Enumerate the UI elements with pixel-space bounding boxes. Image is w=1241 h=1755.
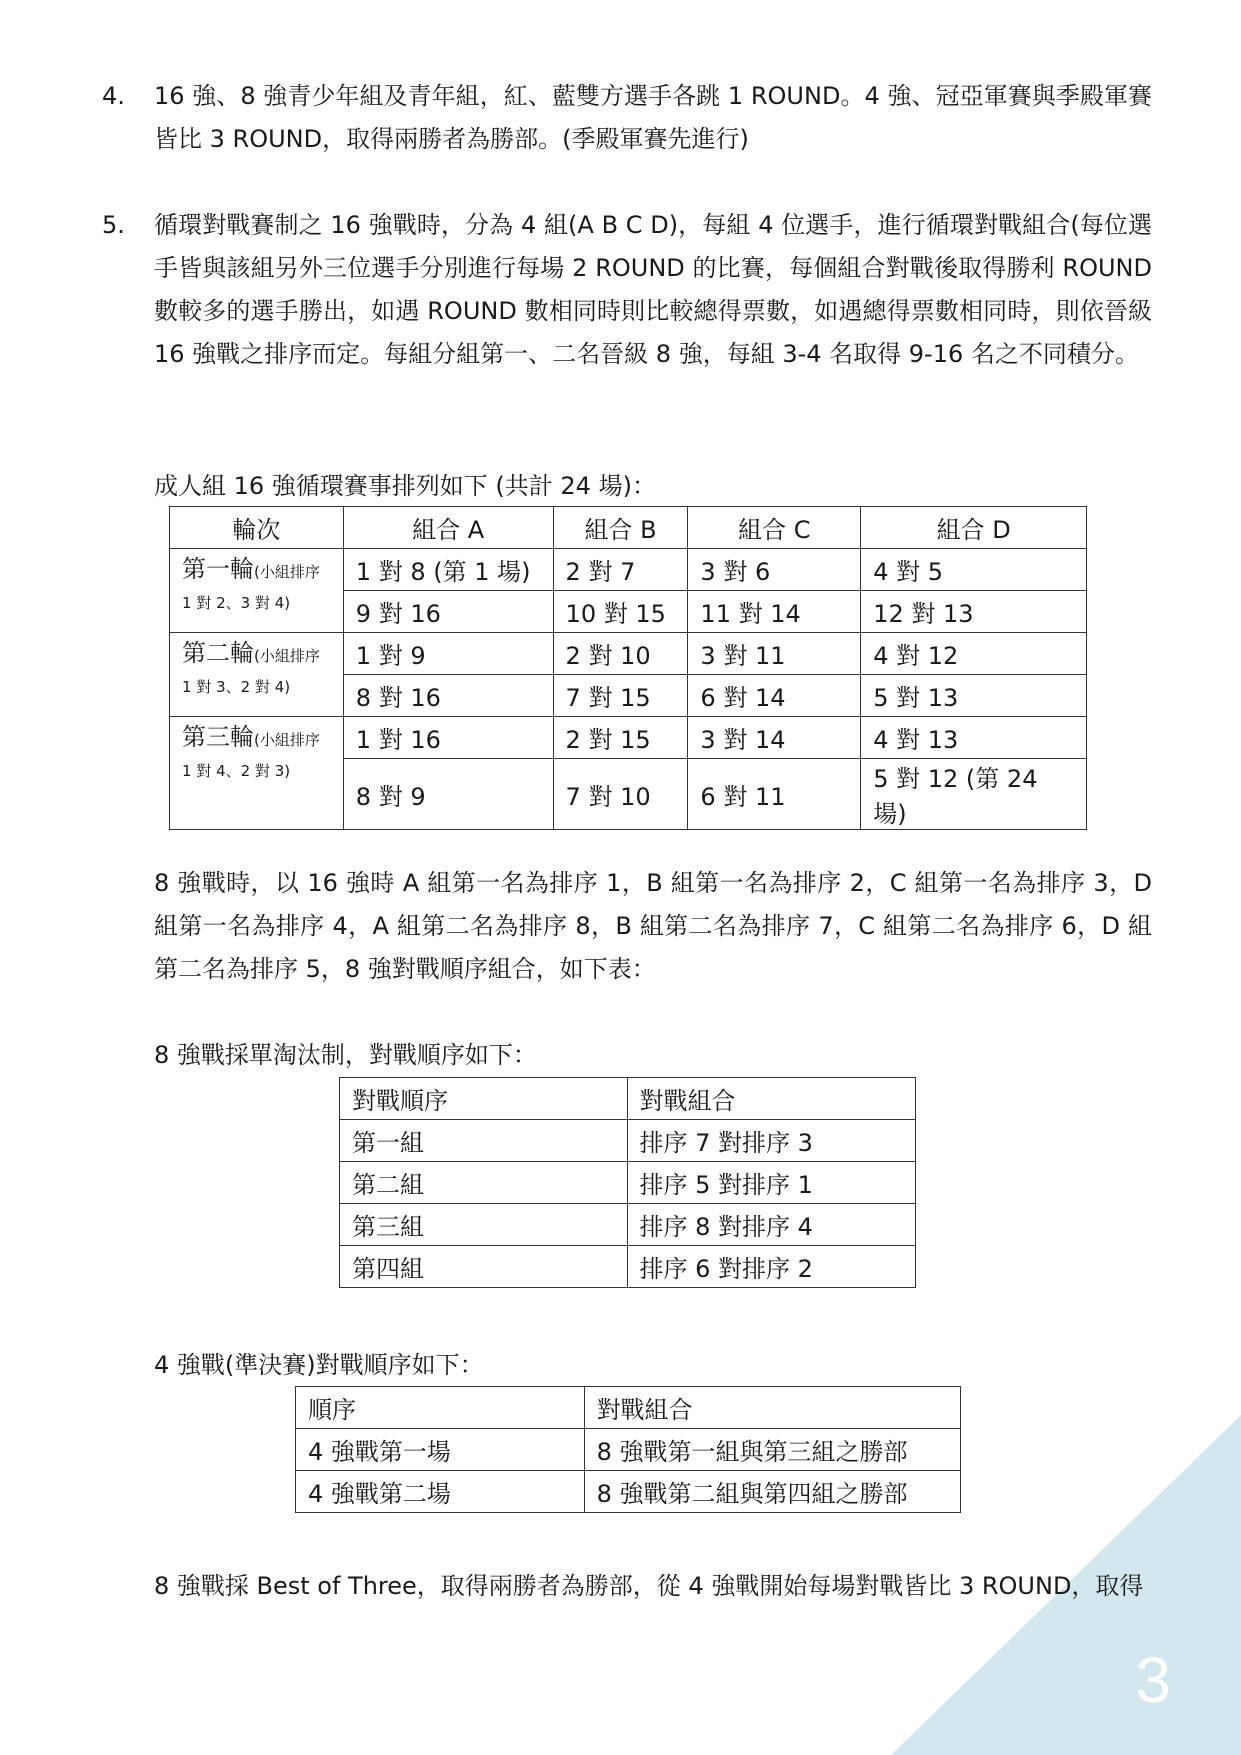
match-cell: 8 對 16 — [343, 675, 553, 717]
match-cell: 10 對 15 — [553, 591, 688, 633]
match-cell: 2 對 10 — [553, 633, 688, 675]
table-cell: 排序 5 對排序 1 — [627, 1162, 916, 1204]
table-header: 組合 D — [861, 507, 1087, 549]
quarterfinal-table — [339, 1077, 916, 1288]
quarterfinal-caption: 8 強戰採單淘汰制，對戰順序如下： — [154, 1041, 537, 1069]
round-label-cell — [170, 717, 344, 830]
match-cell: 3 對 11 — [688, 633, 861, 675]
table-row — [340, 1246, 916, 1288]
round-robin-caption: 成人組 16 強循環賽事排列如下 (共計 24 場)： — [154, 472, 656, 500]
match-cell: 4 對 13 — [861, 717, 1087, 759]
round-robin-table — [169, 506, 1087, 830]
match-cell: 3 對 6 — [688, 549, 861, 591]
table-row — [340, 1162, 916, 1204]
match-cell: 9 對 16 — [343, 591, 553, 633]
table-header: 組合 B — [553, 507, 688, 549]
table-row — [170, 717, 1087, 759]
list-item-4 — [102, 75, 1152, 165]
round-note: 1 對 2、3 對 4) — [182, 594, 291, 612]
table-row — [340, 1120, 916, 1162]
table-header: 對戰組合 — [584, 1387, 960, 1429]
final-paragraph: 8 強戰採 Best of Three，取得兩勝者為勝部，從 4 強戰開始每場對戰皆比 3 ROUND，取得 — [154, 1572, 1144, 1600]
page-number: 3 — [1135, 1644, 1171, 1716]
match-cell: 4 對 5 — [861, 549, 1087, 591]
list-item-5 — [102, 204, 1152, 424]
table-cell: 8 強戰第一組與第三組之勝部 — [584, 1429, 960, 1471]
match-cell: 1 對 16 — [343, 717, 553, 759]
table-cell: 排序 8 對排序 4 — [627, 1204, 916, 1246]
table-header: 對戰組合 — [627, 1078, 916, 1120]
table-row — [296, 1429, 961, 1471]
round-name: 第一輪 — [182, 555, 254, 583]
match-cell: 7 對 10 — [553, 759, 688, 830]
table-header-row — [170, 507, 1087, 549]
table-cell: 第四組 — [340, 1246, 628, 1288]
round-name: 第三輪 — [182, 723, 254, 751]
round-label-cell — [170, 633, 344, 717]
match-cell: 1 對 8 (第 1 場) — [343, 549, 553, 591]
table-header-row — [296, 1387, 961, 1429]
semifinal-caption: 4 強戰(準決賽)對戰順序如下： — [154, 1351, 484, 1379]
item-number: 4. — [102, 82, 125, 110]
table-cell: 8 強戰第二組與第四組之勝部 — [584, 1471, 960, 1513]
round-note: 1 對 4、2 對 3) — [182, 762, 291, 780]
match-cell: 6 對 14 — [688, 675, 861, 717]
table-header: 對戰順序 — [340, 1078, 628, 1120]
round-label-cell — [170, 549, 344, 633]
match-cell: 12 對 13 — [861, 591, 1087, 633]
round-note: (小組排序 — [254, 563, 320, 581]
round-note: (小組排序 — [254, 647, 320, 665]
table-row — [340, 1204, 916, 1246]
match-cell: 4 對 12 — [861, 633, 1087, 675]
match-cell: 2 對 15 — [553, 717, 688, 759]
table-cell: 第三組 — [340, 1204, 628, 1246]
match-cell: 6 對 11 — [688, 759, 861, 830]
match-cell: 2 對 7 — [553, 549, 688, 591]
table-header: 組合 A — [343, 507, 553, 549]
match-cell: 7 對 15 — [553, 675, 688, 717]
round-note: 1 對 3、2 對 4) — [182, 678, 291, 696]
table-row — [170, 633, 1087, 675]
round-note: (小組排序 — [254, 731, 320, 749]
table-cell: 排序 6 對排序 2 — [627, 1246, 916, 1288]
table-row — [170, 549, 1087, 591]
item-text: 循環對戰賽制之 16 強戰時，分為 4 組(A B C D)，每組 4 位選手，進行循環對戰組合(每位選手皆與該組另外三位選手分別進行每場 2 ROUND 的比賽，每個組合對戰後取得勝利 ROUND 數較多的選手勝出，如遇 ROUND 數相同時則比較總得票數，如遇總得票數相同時，則依晉級 16 強戰之排序而定。每組分組第一、二名晉級 8 強，每組 3-4 名取得 9-16 名之不同積分。 — [154, 211, 1152, 368]
match-cell: 11 對 14 — [688, 591, 861, 633]
table-row — [296, 1471, 961, 1513]
match-cell: 3 對 14 — [688, 717, 861, 759]
table-cell: 第二組 — [340, 1162, 628, 1204]
item-text: 16 強、8 強青少年組及青年組，紅、藍雙方選手各跳 1 ROUND。4 強、冠亞軍賽與季殿軍賽皆比 3 ROUND，取得兩勝者為勝部。(季殿軍賽先進行) — [154, 82, 1152, 153]
table-header-row — [340, 1078, 916, 1120]
table-header: 組合 C — [688, 507, 861, 549]
match-cell: 8 對 9 — [343, 759, 553, 830]
table-cell: 第一組 — [340, 1120, 628, 1162]
item-number: 5. — [102, 211, 125, 239]
seeding-paragraph: 8 強戰時，以 16 強時 A 組第一名為排序 1，B 組第一名為排序 2，C 組第一名為排序 3，D 組第一名為排序 4，A 組第二名為排序 8，B 組第二名為排序 7，C 組第二名為排序 6，D 組第二名為排序 5，8 強對戰順序組合，如下表： — [154, 869, 1152, 983]
semifinal-table — [295, 1386, 961, 1513]
table-cell: 4 強戰第二場 — [296, 1471, 585, 1513]
table-header: 輪次 — [170, 507, 344, 549]
table-header: 順序 — [296, 1387, 585, 1429]
round-name: 第二輪 — [182, 639, 254, 667]
match-cell: 5 對 13 — [861, 675, 1087, 717]
table-cell: 排序 7 對排序 3 — [627, 1120, 916, 1162]
match-cell: 5 對 12 (第 24 場) — [861, 759, 1087, 830]
table-cell: 4 強戰第一場 — [296, 1429, 585, 1471]
match-cell: 1 對 9 — [343, 633, 553, 675]
